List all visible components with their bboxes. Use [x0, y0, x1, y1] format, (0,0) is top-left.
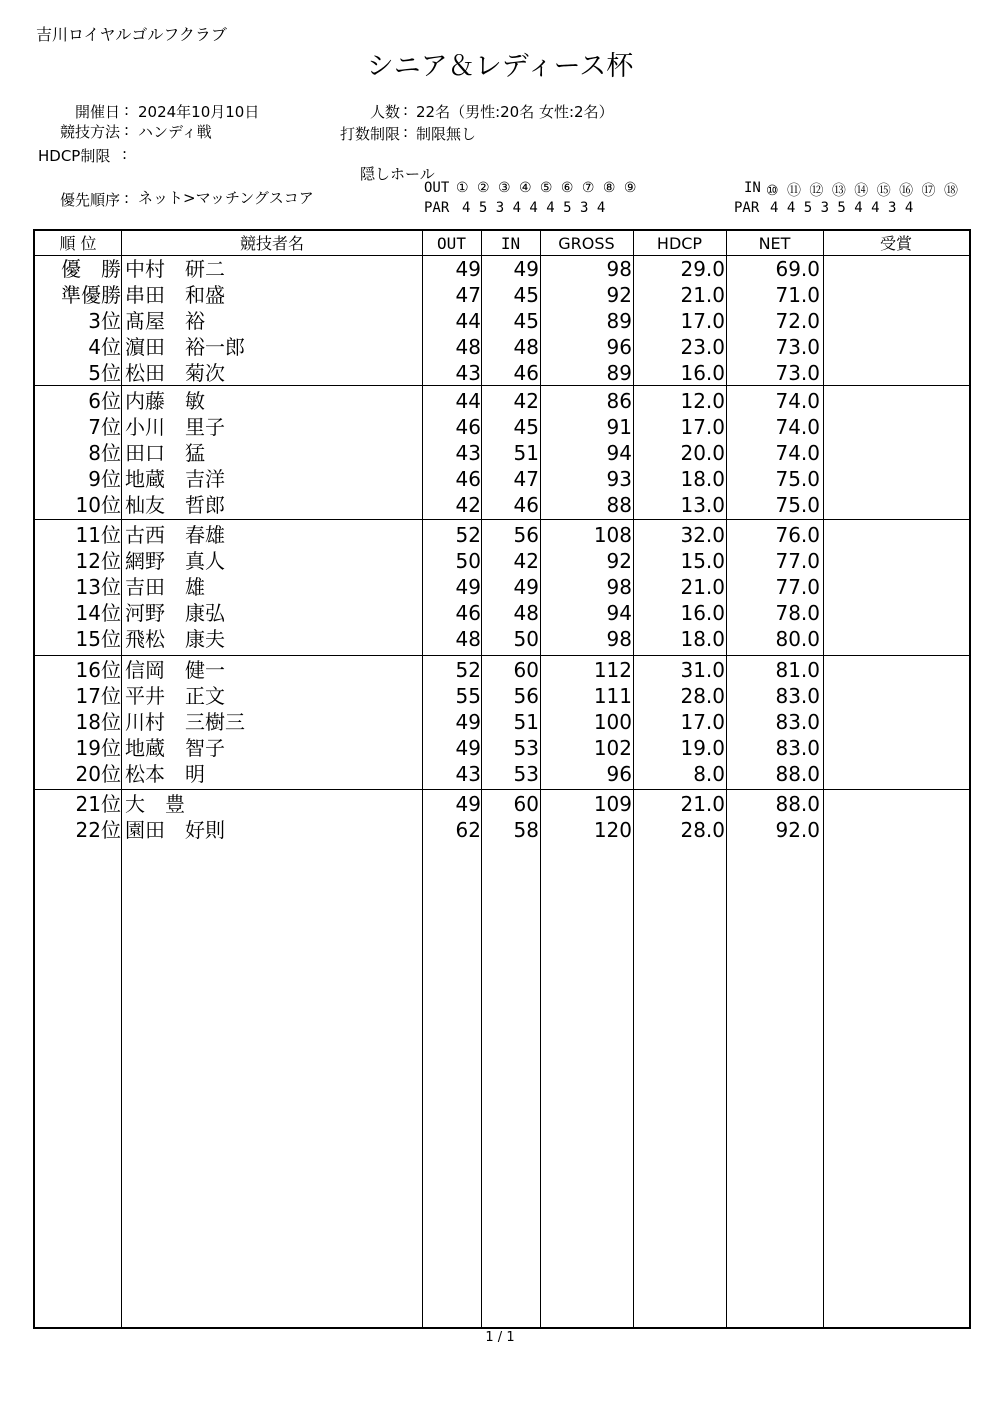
cell-name: 中村 研二 [125, 257, 225, 281]
cell-out: 55 [455, 684, 481, 708]
cell-gross: 92 [606, 283, 632, 307]
cell-gross: 96 [606, 762, 632, 786]
cell-award [827, 548, 967, 574]
cell-net: 78.0 [775, 601, 820, 625]
cell-in: 49 [513, 257, 539, 281]
cell-rank: 準優勝 [61, 283, 121, 307]
cell-gross: 94 [606, 601, 632, 625]
cell-net: 74.0 [775, 441, 820, 465]
stroke-limit-value: 制限無し [416, 125, 477, 143]
cell-hdcp: 19.0 [680, 736, 725, 760]
cell-gross: 89 [606, 309, 632, 333]
stroke-limit-separator: : [403, 123, 409, 141]
cell-net: 92.0 [775, 818, 820, 842]
cell-gross: 120 [593, 818, 632, 842]
cell-name: 内藤 敏 [125, 389, 205, 413]
method-label: 競技方法 [59, 123, 120, 141]
cell-rank: 9位 [88, 467, 121, 491]
cell-in: 53 [513, 736, 539, 760]
cell-out: 43 [455, 361, 481, 385]
cell-net: 75.0 [775, 467, 820, 491]
in-holes-label: IN [744, 180, 761, 196]
hdcp-limit-label: HDCP制限 [38, 147, 111, 165]
cell-name: 園田 好則 [125, 818, 225, 842]
cell-hdcp: 15.0 [680, 549, 725, 573]
cell-award [827, 414, 967, 440]
cell-award [827, 308, 967, 334]
cell-name: 大 豊 [125, 792, 185, 816]
cell-gross: 86 [606, 389, 632, 413]
cell-name: 杣友 哲郎 [125, 493, 225, 517]
cell-rank: 12位 [75, 549, 121, 573]
cell-hdcp: 12.0 [680, 389, 725, 413]
cell-rank: 15位 [75, 627, 121, 651]
header-hdcp: HDCP [656, 234, 703, 253]
cell-rank: 13位 [75, 575, 121, 599]
cell-in: 50 [513, 627, 539, 651]
cell-in: 46 [513, 493, 539, 517]
cell-hdcp: 18.0 [680, 627, 725, 651]
cell-rank: 14位 [75, 601, 121, 625]
cell-rank: 19位 [75, 736, 121, 760]
cell-hdcp: 20.0 [680, 441, 725, 465]
cell-hdcp: 32.0 [680, 523, 725, 547]
cell-gross: 96 [606, 335, 632, 359]
players-label: 人数 [369, 103, 400, 121]
table-row [35, 522, 969, 548]
cell-award [827, 600, 967, 626]
cell-in: 51 [513, 710, 539, 734]
cell-name: 田口 猛 [125, 441, 205, 465]
table-row [35, 657, 969, 683]
header-rank: 順 位 [59, 234, 97, 253]
cell-net: 69.0 [775, 257, 820, 281]
cell-out: 43 [455, 441, 481, 465]
method-separator: : [124, 121, 130, 139]
cell-award [827, 791, 967, 817]
cell-rank: 10位 [75, 493, 121, 517]
cell-in: 48 [513, 335, 539, 359]
header-name: 競技者名 [239, 234, 304, 253]
cell-gross: 91 [606, 415, 632, 439]
priority-value: ネット>マッチングスコア [138, 189, 314, 207]
table-row [35, 626, 969, 652]
cell-net: 74.0 [775, 415, 820, 439]
cell-out: 46 [455, 601, 481, 625]
cell-award [827, 709, 967, 735]
cell-hdcp: 13.0 [680, 493, 725, 517]
cell-gross: 108 [593, 523, 632, 547]
in-par-label: PAR [734, 200, 760, 216]
table-row [35, 709, 969, 735]
cell-award [827, 735, 967, 761]
cell-hdcp: 17.0 [680, 710, 725, 734]
table-row [35, 466, 969, 492]
table-row [35, 683, 969, 709]
cell-out: 42 [455, 493, 481, 517]
cell-hdcp: 21.0 [680, 283, 725, 307]
cell-name: 平井 正文 [125, 684, 225, 708]
cell-net: 81.0 [775, 658, 820, 682]
cell-name: 飛松 康夫 [125, 627, 225, 651]
cell-award [827, 282, 967, 308]
table-row [35, 791, 969, 817]
cell-out: 44 [455, 389, 481, 413]
cell-gross: 111 [593, 684, 632, 708]
cell-gross: 112 [593, 658, 632, 682]
cell-award [827, 334, 967, 360]
cell-hdcp: 16.0 [680, 361, 725, 385]
cell-in: 47 [513, 467, 539, 491]
page-title: シニア＆レディース杯 [366, 51, 634, 82]
cell-gross: 98 [606, 575, 632, 599]
cell-name: 川村 三樹三 [125, 710, 245, 734]
hdcp-limit-separator: : [122, 145, 128, 163]
table-row [35, 548, 969, 574]
cell-out: 46 [455, 415, 481, 439]
cell-hdcp: 17.0 [680, 415, 725, 439]
stroke-limit-label: 打数制限 [339, 125, 400, 143]
cell-out: 49 [455, 792, 481, 816]
table-row [35, 414, 969, 440]
cell-name: 松本 明 [125, 762, 205, 786]
table-row [35, 440, 969, 466]
table-row [35, 388, 969, 414]
header-gross: GROSS [558, 234, 615, 253]
cell-net: 77.0 [775, 549, 820, 573]
players-separator: : [403, 101, 409, 119]
cell-gross: 109 [593, 792, 632, 816]
cell-name: 松田 菊次 [125, 361, 225, 385]
cell-net: 83.0 [775, 710, 820, 734]
cell-hdcp: 28.0 [680, 818, 725, 842]
date-label: 開催日 [74, 103, 120, 121]
header-award: 受賞 [879, 234, 912, 253]
cell-net: 88.0 [775, 792, 820, 816]
cell-award [827, 388, 967, 414]
cell-hdcp: 31.0 [680, 658, 725, 682]
cell-rank: 5位 [88, 361, 121, 385]
cell-name: 吉田 雄 [125, 575, 205, 599]
cell-in: 56 [513, 684, 539, 708]
cell-rank: 16位 [75, 658, 121, 682]
cell-award [827, 817, 967, 843]
cell-rank: 21位 [75, 792, 121, 816]
cell-name: 地蔵 智子 [125, 736, 225, 760]
date-separator: : [124, 101, 130, 119]
cell-in: 45 [513, 309, 539, 333]
cell-rank: 7位 [88, 415, 121, 439]
cell-rank: 優 勝 [61, 257, 121, 281]
cell-in: 49 [513, 575, 539, 599]
out-holes-list: ① ② ③ ④ ⑤ ⑥ ⑦ ⑧ ⑨ [456, 180, 637, 196]
cell-name: 信岡 健一 [125, 658, 225, 682]
table-row [35, 817, 969, 843]
table-row [35, 735, 969, 761]
cell-gross: 88 [606, 493, 632, 517]
cell-net: 75.0 [775, 493, 820, 517]
cell-out: 49 [455, 575, 481, 599]
cell-in: 51 [513, 441, 539, 465]
cell-out: 49 [455, 257, 481, 281]
header-out: OUT [437, 234, 466, 253]
page-number: 1 / 1 [485, 1330, 515, 1345]
cell-net: 80.0 [775, 627, 820, 651]
cell-award [827, 256, 967, 282]
cell-award [827, 522, 967, 548]
table-row [35, 282, 969, 308]
out-par-label: PAR [424, 200, 450, 216]
cell-in: 56 [513, 523, 539, 547]
in-par-values: 4 4 5 3 5 4 4 3 4 [770, 200, 914, 216]
cell-out: 47 [455, 283, 481, 307]
cell-award [827, 440, 967, 466]
cell-gross: 98 [606, 627, 632, 651]
cell-name: 古西 春雄 [125, 523, 225, 547]
cell-rank: 3位 [88, 309, 121, 333]
cell-hdcp: 17.0 [680, 309, 725, 333]
cell-in: 42 [513, 549, 539, 573]
cell-net: 73.0 [775, 361, 820, 385]
out-par-values: 4 5 3 4 4 4 5 3 4 [462, 200, 606, 216]
cell-out: 43 [455, 762, 481, 786]
cell-name: 河野 康弘 [125, 601, 225, 625]
header-in: IN [500, 234, 521, 253]
group-divider [35, 789, 969, 790]
cell-hdcp: 8.0 [693, 762, 725, 786]
cell-rank: 11位 [75, 523, 121, 547]
cell-name: 小川 里子 [125, 415, 225, 439]
cell-rank: 20位 [75, 762, 121, 786]
cell-name: 網野 真人 [125, 549, 225, 573]
cell-award [827, 657, 967, 683]
table-row [35, 600, 969, 626]
group-divider [35, 655, 969, 656]
cell-name: 濵田 裕一郎 [125, 335, 245, 359]
cell-out: 49 [455, 736, 481, 760]
results-table [33, 229, 971, 1329]
table-row [35, 761, 969, 787]
cell-in: 48 [513, 601, 539, 625]
cell-gross: 89 [606, 361, 632, 385]
date-value: 2024年10月10日 [138, 103, 260, 121]
cell-hdcp: 29.0 [680, 257, 725, 281]
cell-net: 74.0 [775, 389, 820, 413]
cell-gross: 92 [606, 549, 632, 573]
cell-in: 46 [513, 361, 539, 385]
cell-out: 62 [455, 818, 481, 842]
priority-label: 優先順序 [59, 191, 120, 209]
cell-gross: 93 [606, 467, 632, 491]
cell-hdcp: 16.0 [680, 601, 725, 625]
cell-net: 73.0 [775, 335, 820, 359]
cell-out: 50 [455, 549, 481, 573]
cell-rank: 4位 [88, 335, 121, 359]
cell-out: 44 [455, 309, 481, 333]
cell-in: 58 [513, 818, 539, 842]
players-value: 22名（男性:20名 女性:2名） [416, 103, 614, 121]
cell-out: 52 [455, 523, 481, 547]
cell-gross: 98 [606, 257, 632, 281]
table-row [35, 492, 969, 518]
cell-award [827, 466, 967, 492]
table-row [35, 334, 969, 360]
table-row [35, 574, 969, 600]
cell-in: 45 [513, 283, 539, 307]
cell-net: 77.0 [775, 575, 820, 599]
cell-gross: 100 [593, 710, 632, 734]
cell-net: 83.0 [775, 684, 820, 708]
hidden-holes-label: 隠しホール [360, 165, 435, 183]
cell-net: 72.0 [775, 309, 820, 333]
cell-in: 53 [513, 762, 539, 786]
cell-gross: 94 [606, 441, 632, 465]
table-row [35, 360, 969, 386]
cell-net: 71.0 [775, 283, 820, 307]
table-row [35, 308, 969, 334]
table-row [35, 256, 969, 282]
cell-rank: 22位 [75, 818, 121, 842]
group-divider [35, 519, 969, 520]
cell-hdcp: 21.0 [680, 575, 725, 599]
cell-award [827, 574, 967, 600]
method-value: ハンディ戦 [138, 123, 212, 141]
cell-gross: 102 [593, 736, 632, 760]
cell-in: 45 [513, 415, 539, 439]
cell-hdcp: 18.0 [680, 467, 725, 491]
cell-name: 地蔵 吉洋 [125, 467, 225, 491]
club-name: 吉川ロイヤルゴルフクラブ [36, 25, 227, 44]
header-net: NET [758, 234, 791, 253]
cell-rank: 18位 [75, 710, 121, 734]
cell-out: 48 [455, 335, 481, 359]
cell-in: 60 [513, 658, 539, 682]
cell-rank: 8位 [88, 441, 121, 465]
cell-in: 42 [513, 389, 539, 413]
cell-award [827, 683, 967, 709]
cell-out: 48 [455, 627, 481, 651]
cell-hdcp: 21.0 [680, 792, 725, 816]
cell-award [827, 360, 967, 386]
cell-award [827, 626, 967, 652]
cell-net: 83.0 [775, 736, 820, 760]
out-holes-label: OUT [424, 180, 450, 196]
cell-out: 49 [455, 710, 481, 734]
cell-name: 髙屋 裕 [125, 309, 205, 333]
cell-net: 88.0 [775, 762, 820, 786]
cell-rank: 17位 [75, 684, 121, 708]
cell-in: 60 [513, 792, 539, 816]
cell-hdcp: 28.0 [680, 684, 725, 708]
cell-out: 52 [455, 658, 481, 682]
cell-rank: 6位 [88, 389, 121, 413]
cell-hdcp: 23.0 [680, 335, 725, 359]
cell-out: 46 [455, 467, 481, 491]
priority-separator: : [124, 189, 130, 207]
cell-net: 76.0 [775, 523, 820, 547]
cell-award [827, 492, 967, 518]
cell-name: 串田 和盛 [125, 283, 225, 307]
cell-award [827, 761, 967, 787]
in-holes-list: ⑩ ⑪ ⑫ ⑬ ⑭ ⑮ ⑯ ⑰ ⑱ [766, 183, 958, 199]
